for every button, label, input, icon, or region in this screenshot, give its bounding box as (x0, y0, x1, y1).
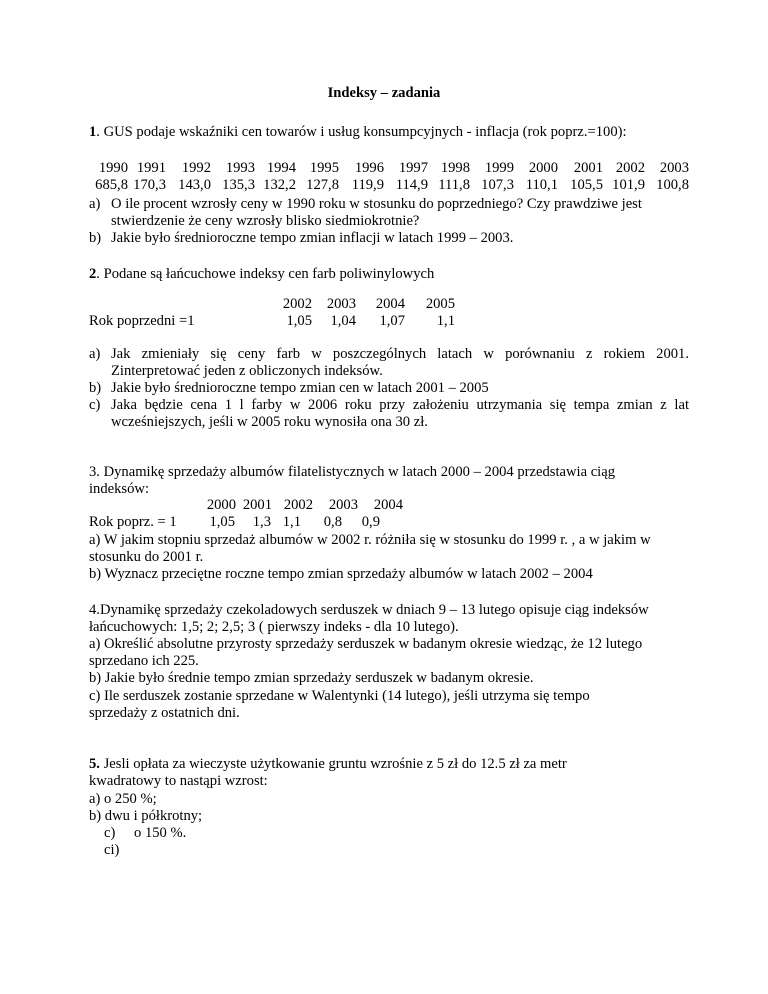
task2-number: 2 (89, 266, 97, 282)
year-cell: 2003 (328, 497, 358, 513)
index-value-cell: 132,2 (263, 177, 296, 193)
year-cell: 1994 (266, 160, 296, 176)
index-value-cell: 1,1 (436, 313, 455, 329)
year-cell: 2004 (375, 296, 405, 312)
year-cell: 2005 (425, 296, 455, 312)
task5-option-c-marker: c) (104, 825, 116, 841)
task5-option-a: a) o 250 %; (89, 791, 157, 807)
year-cell: 1996 (354, 160, 384, 176)
index-value-cell: 100,8 (656, 177, 689, 193)
index-value-cell: 685,8 (95, 177, 128, 193)
year-cell: 2000 (206, 497, 236, 513)
index-value-cell: 1,05 (209, 514, 235, 530)
year-cell: 2001 (242, 497, 272, 513)
task4-question-c: c) Ile serduszek zostanie sprzedane w Walentynki (14 lutego), jeśli utrzyma się tempo sprzedaży z ostatnich dni. (89, 688, 590, 721)
task3-intro: 3. Dynamikę sprzedaży albumów filatelistycznych w latach 2000 – 2004 przedstawia ciąg indeksów: (89, 464, 616, 497)
task5-intro: 5. Jesli opłata za wieczyste użytkowanie gruntu wzrośnie z 5 zł do 12.5 zł za metr kwadratowy to nastąpi wzrost: (89, 756, 567, 789)
index-value-cell: 170,3 (133, 177, 166, 193)
task3-question-b: b) Wyznacz przeciętne roczne tempo zmian sprzedaży albumów w latach 2002 – 2004 (89, 566, 593, 582)
task4-question-b: b) Jakie było średnie tempo zmian sprzedaży serduszek w badanym okresie. (89, 670, 534, 686)
year-cell: 1990 (98, 160, 128, 176)
index-value-cell: 143,0 (178, 177, 211, 193)
task3-row-label: Rok poprz. = 1 (89, 514, 177, 530)
index-value-cell: 105,5 (570, 177, 603, 193)
year-cell: 2002 (282, 296, 312, 312)
year-cell: 1991 (136, 160, 166, 176)
task1-number: 1 (89, 124, 97, 140)
index-value-cell: 127,8 (306, 177, 339, 193)
year-cell: 1993 (225, 160, 255, 176)
year-cell: 2003 (659, 160, 689, 176)
year-cell: 2000 (528, 160, 558, 176)
index-value-cell: 0,8 (323, 514, 342, 530)
task5-option-b: b) dwu i półkrotny; (89, 808, 203, 824)
task4-intro: 4.Dynamikę sprzedaży czekoladowych serduszek w dniach 9 – 13 lutego opisuje ciąg indeksów łańcuchowych: 1,5; 2; 2,5; 3 ( pierwszy indeks - dla 10 lutego). (89, 602, 649, 635)
year-cell: 2002 (615, 160, 645, 176)
index-value-cell: 119,9 (351, 177, 384, 193)
year-cell: 1992 (181, 160, 211, 176)
year-cell: 2003 (326, 296, 356, 312)
index-value-cell: 1,07 (379, 313, 405, 329)
year-cell: 2004 (373, 497, 403, 513)
index-value-cell: 114,9 (395, 177, 428, 193)
year-cell: 2002 (283, 497, 313, 513)
index-value-cell: 135,3 (222, 177, 255, 193)
year-cell: 1999 (484, 160, 514, 176)
document-title: Indeksy – zadania (327, 85, 441, 101)
task1-intro: 1. GUS podaje wskaźniki cen towarów i usług konsumpcyjnych - inflacja (rok poprz.=100): (89, 124, 627, 140)
index-value-cell: 107,3 (481, 177, 514, 193)
task2-row-label: Rok poprzedni =1 (89, 313, 195, 329)
task3-question-a: a) W jakim stopniu sprzedaż albumów w 2002 r. różniła się w stosunku do 1999 r. , a w jakim w stosunku do 2001 r. (89, 532, 651, 565)
index-value-cell: 1,3 (252, 514, 271, 530)
task5-option-c: o 150 %. (134, 825, 187, 841)
year-cell: 1995 (309, 160, 339, 176)
task2-intro: 2. Podane są łańcuchowe indeksy cen farb poliwinylowych (89, 266, 435, 282)
task5-option-ci: ci) (104, 842, 120, 858)
index-value-cell: 1,1 (282, 514, 301, 530)
index-value-cell: 1,04 (330, 313, 356, 329)
year-cell: 1998 (440, 160, 470, 176)
index-value-cell: 0,9 (361, 514, 380, 530)
index-value-cell: 111,8 (438, 177, 470, 193)
index-value-cell: 101,9 (612, 177, 645, 193)
index-value-cell: 1,05 (286, 313, 312, 329)
year-cell: 2001 (573, 160, 603, 176)
task4-question-a: a) Określić absolutne przyrosty sprzedaży serduszek w badanym okresie wiedząc, że 12 lutego sprzedano ich 225. (89, 636, 643, 669)
index-value-cell: 110,1 (525, 177, 558, 193)
document-page: Indeksy – zadania 1. GUS podaje wskaźniki cen towarów i usług konsumpcyjnych - inflacja (rok poprz.=100): 1990 1991 1992 1993 1994 1995 1996 1997 1998 1999 2000 2001 2002 2003 685,8 170,3 143,0 135,3 132,2 127,8 119,9 114,9 111,8 107,3 110,1 105,5 101,9 100,8 a) O ile procent wzrosły ceny w 1990 roku w stosunku do poprzedniego? Czy prawdziwe jest stwierdzenie że ceny wzrosły blisko siedmiokrotnie? b) Jakie było średnioroczne tempo zmian inflacji w latach 1999 – 2003. 2. Podane są łańcuchowe indeksy cen farb poliwinylowych Rok poprzedni =1 2002 2003 2004 2005 1,05 1,04 1,07 1,1 a) Jak zmieniały się ceny farb w poszczególnych latach w porównaniu z rokiem 2001. Zinterpretować jeden z obliczonych indeksów. b) Jakie było średnioroczne tempo zmian cen w latach 2001 – 2005 c) Jaka będzie cena 1 l farby w 2006 roku przy założeniu utrzymania się tempa zmian z lat wcześniejszych, jeśli w 2005 roku wynosiła ona 30 zł. 3. Dynamikę sprzedaży albumów filatelistycznych w latach 2000 – 2004 przedstawia ciąg indeksów: 2000 2001 2002 2003 2004 1,05 1,3 1,1 0,8 0,9 Rok poprz. = 1 a) W jakim stopniu sprzedaż albumów w 2002 r. różniła się w stosunku do 1999 r. , a w jakim w stosunku do 2001 r. b) Wyznacz przeciętne roczne tempo zmian sprzedaży albumów w latach 2002 – 2004 4.Dynamikę sprzedaży czekoladowych serduszek w dniach 9 – 13 lutego opisuje ciąg indeksów łańcuchowych: 1,5; 2; 2,5; 3 ( pierwszy indeks - dla 10 lutego). a) Określić absolutne przyrosty sprzedaży serduszek w badanym okresie wiedząc, że 12 lutego sprzedano ich 225. b) Jakie było średnie tempo zmian sprzedaży serduszek w badanym okresie. c) Ile serduszek zostanie sprzedane w Walentynki (14 lutego), jeśli utrzyma się tempo sprzedaży z ostatnich dni. 5. Jesli opłata za wieczyste użytkowanie gruntu wzrośnie z 5 zł do 12.5 zł za metr kwadratowy to nastąpi wzrost: a) o 250 %; b) dwu i półkrotny; c) o 150 %. ci) (0, 0, 768, 994)
year-cell: 1997 (398, 160, 428, 176)
task5-number: 5. (89, 756, 100, 772)
